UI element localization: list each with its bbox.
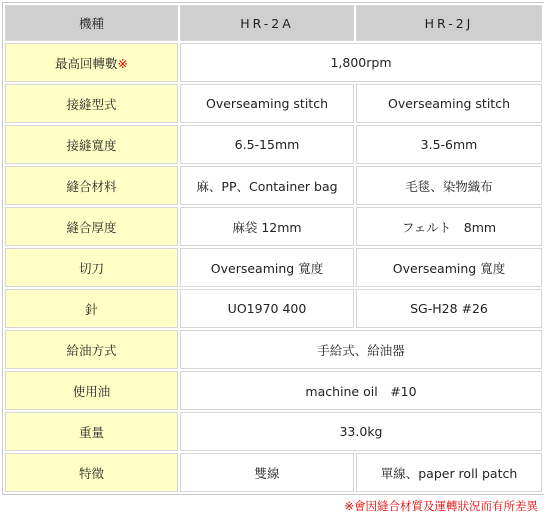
header-label: 機種	[5, 5, 178, 41]
row-value-a: 麻袋 12mm	[180, 207, 354, 246]
row-label: 重量	[5, 412, 178, 451]
table-row	[5, 84, 542, 123]
row-label: 給油方式	[5, 330, 178, 369]
row-value-a: Overseaming 寬度	[180, 248, 354, 287]
row-label: 縫合材料	[5, 166, 178, 205]
row-value-shared: 33.0kg	[180, 412, 542, 451]
row-label: 針	[5, 289, 178, 328]
row-value-b: 單線、paper roll patch	[356, 453, 542, 492]
row-label: 接縫寬度	[5, 125, 178, 164]
row-value-a: Overseaming stitch	[180, 84, 354, 123]
table-row	[5, 125, 542, 164]
table-row	[5, 166, 542, 205]
row-value-b: 3.5-6mm	[356, 125, 542, 164]
row-value-b: SG-H28 #26	[356, 289, 542, 328]
row-value-a: 雙線	[180, 453, 354, 492]
row-value-shared: machine oil #10	[180, 371, 542, 410]
table-row	[5, 371, 542, 410]
row-label: 最高回轉數※	[5, 43, 178, 82]
table-row	[5, 43, 542, 82]
row-label: 特徵	[5, 453, 178, 492]
table-row	[5, 412, 542, 451]
table-row	[5, 207, 542, 246]
row-value-b: Overseaming stitch	[356, 84, 542, 123]
row-value-b: Overseaming 寬度	[356, 248, 542, 287]
row-value-b: 毛毯、染物織布	[356, 166, 542, 205]
row-label: 縫合厚度	[5, 207, 178, 246]
row-label: 接縫型式	[5, 84, 178, 123]
row-label: 使用油	[5, 371, 178, 410]
table-row	[5, 248, 542, 287]
spec-table	[2, 2, 544, 495]
table-row	[5, 330, 542, 369]
table-row	[5, 453, 542, 492]
header-model-b: HR-2J	[356, 5, 542, 41]
row-value-b: フェルト 8mm	[356, 207, 542, 246]
footnote: ※會因縫合材質及運轉狀況而有所差異	[344, 499, 538, 513]
row-value-shared: 手給式、給油器	[180, 330, 542, 369]
row-value-shared: 1,800rpm	[180, 43, 542, 82]
row-value-a: 6.5-15mm	[180, 125, 354, 164]
asterisk-mark: ※	[117, 55, 128, 71]
row-label: 切刀	[5, 248, 178, 287]
header-model-a: HR-2A	[180, 5, 354, 41]
row-value-a: UO1970 400	[180, 289, 354, 328]
header-row	[5, 5, 542, 41]
table-row	[5, 289, 542, 328]
row-value-a: 麻、PP、Container bag	[180, 166, 354, 205]
